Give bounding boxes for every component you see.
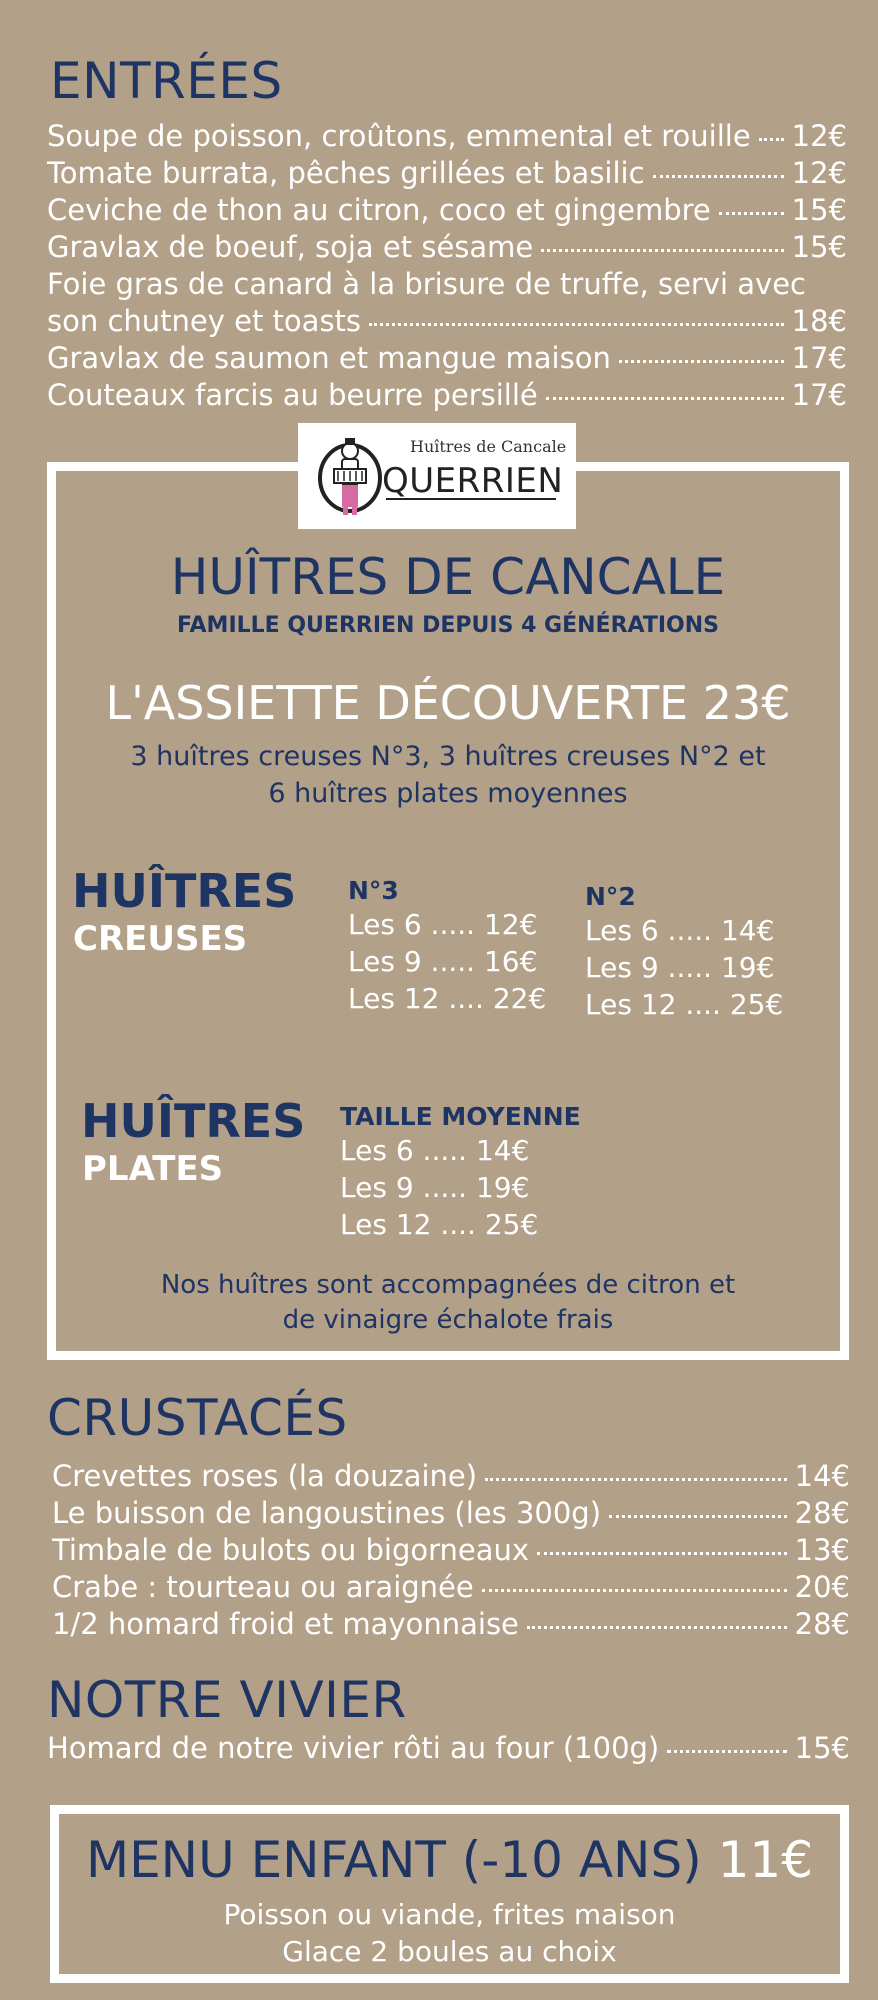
menu-enfant-line2: Glace 2 boules au choix — [282, 1935, 617, 1968]
plates-column — [340, 1102, 581, 1243]
list-item — [47, 1730, 850, 1767]
item-price: 15€ — [794, 1731, 850, 1765]
column-heading: TAILLE MOYENNE — [340, 1102, 581, 1131]
leader-dots — [759, 138, 784, 141]
leader-dots — [609, 1515, 787, 1518]
menu-enfant-heading — [50, 1831, 849, 1889]
leader-dots — [619, 360, 784, 363]
item-price: 18€ — [791, 304, 847, 338]
price-line: Les 6 ..... 12€ — [348, 908, 538, 941]
creuses-title-word1: HUÎTRES — [72, 864, 297, 918]
menu-enfant-price: 11€ — [717, 1831, 814, 1889]
creuses-n2-column — [585, 882, 783, 1023]
price-line: Les 9 ..... 19€ — [340, 1171, 530, 1204]
item-price: 28€ — [794, 1496, 850, 1530]
list-item — [52, 1606, 850, 1643]
item-name: son chutney et toasts — [47, 304, 362, 338]
leader-dots — [653, 175, 784, 178]
leader-dots — [546, 397, 784, 400]
leader-dots — [369, 323, 784, 326]
huitres-note-line1: Nos huîtres sont accompagnées de citron et — [160, 1270, 736, 1300]
leader-dots — [482, 1589, 787, 1592]
price-line: Les 12 .... 22€ — [348, 982, 547, 1015]
price-line: Les 9 ..... 19€ — [585, 951, 775, 984]
item-price: 12€ — [791, 119, 847, 153]
section-title-crustaces: CRUSTACÉS — [47, 1389, 348, 1447]
leader-dots — [527, 1626, 787, 1629]
section-title-vivier: NOTRE VIVIER — [47, 1671, 407, 1729]
list-item — [47, 229, 847, 266]
huitres-note-line2: de vinaigre échalote frais — [282, 1305, 614, 1335]
item-name: Gravlax de boeuf, soja et sésame — [47, 230, 534, 264]
item-name: Homard de notre vivier rôti au four (100g) — [47, 1731, 660, 1765]
list-item — [52, 1495, 850, 1532]
item-price: 17€ — [791, 378, 847, 412]
list-item — [52, 1458, 850, 1495]
item-price: 12€ — [791, 156, 847, 190]
column-heading: N°2 — [585, 882, 636, 911]
assiette-description-line2: 6 huîtres plates moyennes — [268, 778, 628, 809]
price-line: Les 6 ..... 14€ — [585, 914, 775, 947]
plates-title-word2: PLATES — [82, 1149, 224, 1189]
item-name: Crevettes roses (la douzaine) — [52, 1459, 478, 1493]
list-item — [47, 377, 847, 414]
section-title-entrees: ENTRÉES — [50, 52, 283, 110]
item-name: Ceviche de thon au citron, coco et gingembre — [47, 193, 711, 227]
logo-top-text: Huîtres de Cancale — [410, 437, 567, 456]
item-price: 28€ — [794, 1607, 850, 1641]
list-item — [52, 1532, 850, 1569]
item-name: Crabe : tourteau ou araignée — [52, 1570, 474, 1604]
crustaces-list — [52, 1458, 850, 1643]
price-line: Les 12 .... 25€ — [340, 1208, 539, 1241]
item-name: 1/2 homard froid et mayonnaise — [52, 1607, 519, 1641]
menu-enfant-line1: Poisson ou viande, frites maison — [223, 1898, 676, 1931]
list-item — [47, 155, 847, 192]
huitres-subtitle: FAMILLE QUERRIEN DEPUIS 4 GÉNÉRATIONS — [177, 613, 719, 638]
item-name: Couteaux farcis au beurre persillé — [47, 378, 538, 412]
menu-enfant-title: MENU ENFANT (-10 ANS) — [85, 1831, 702, 1889]
list-item — [47, 340, 847, 377]
entrees-list — [47, 118, 847, 414]
item-name: Tomate burrata, pêches grillées et basilic — [47, 156, 645, 190]
item-name: Le buisson de langoustines (les 300g) — [52, 1496, 602, 1530]
item-name: Timbale de bulots ou bigorneaux — [52, 1533, 530, 1567]
item-name: Gravlax de saumon et mangue maison — [47, 341, 611, 375]
plates-title-word1: HUÎTRES — [81, 1094, 306, 1148]
assiette-title: L'ASSIETTE DÉCOUVERTE 23€ — [105, 676, 791, 730]
item-price: 15€ — [791, 230, 847, 264]
huitres-title: HUÎTRES DE CANCALE — [170, 548, 726, 606]
column-heading: N°3 — [348, 876, 399, 905]
item-price: 14€ — [794, 1459, 850, 1493]
leader-dots — [541, 249, 783, 252]
price-line: Les 9 ..... 16€ — [348, 945, 538, 978]
list-item — [47, 118, 847, 155]
leader-dots — [485, 1478, 787, 1481]
list-item — [52, 1569, 850, 1606]
item-price: 20€ — [794, 1570, 850, 1604]
price-line: Les 6 ..... 14€ — [340, 1134, 530, 1167]
list-item — [47, 192, 847, 229]
logo-brand-text: QUERRIEN — [382, 461, 564, 501]
leader-dots — [537, 1552, 787, 1555]
creuses-n3-column — [348, 876, 546, 1017]
item-name: Soupe de poisson, croûtons, emmental et rouille — [47, 119, 751, 153]
querrien-logo — [298, 423, 576, 529]
leader-dots — [719, 212, 784, 215]
price-line: Les 12 .... 25€ — [585, 988, 784, 1021]
item-price: 15€ — [791, 193, 847, 227]
item-price: 13€ — [794, 1533, 850, 1567]
vivier-list — [47, 1730, 850, 1767]
item-name-line1: Foie gras de canard à la brisure de truffe, servi avec — [47, 267, 806, 301]
assiette-description-line1: 3 huîtres creuses N°3, 3 huîtres creuses N°2 et — [130, 741, 766, 772]
item-price: 17€ — [791, 341, 847, 375]
creuses-title-word2: CREUSES — [73, 919, 248, 959]
list-item — [47, 303, 847, 340]
leader-dots — [667, 1750, 786, 1753]
